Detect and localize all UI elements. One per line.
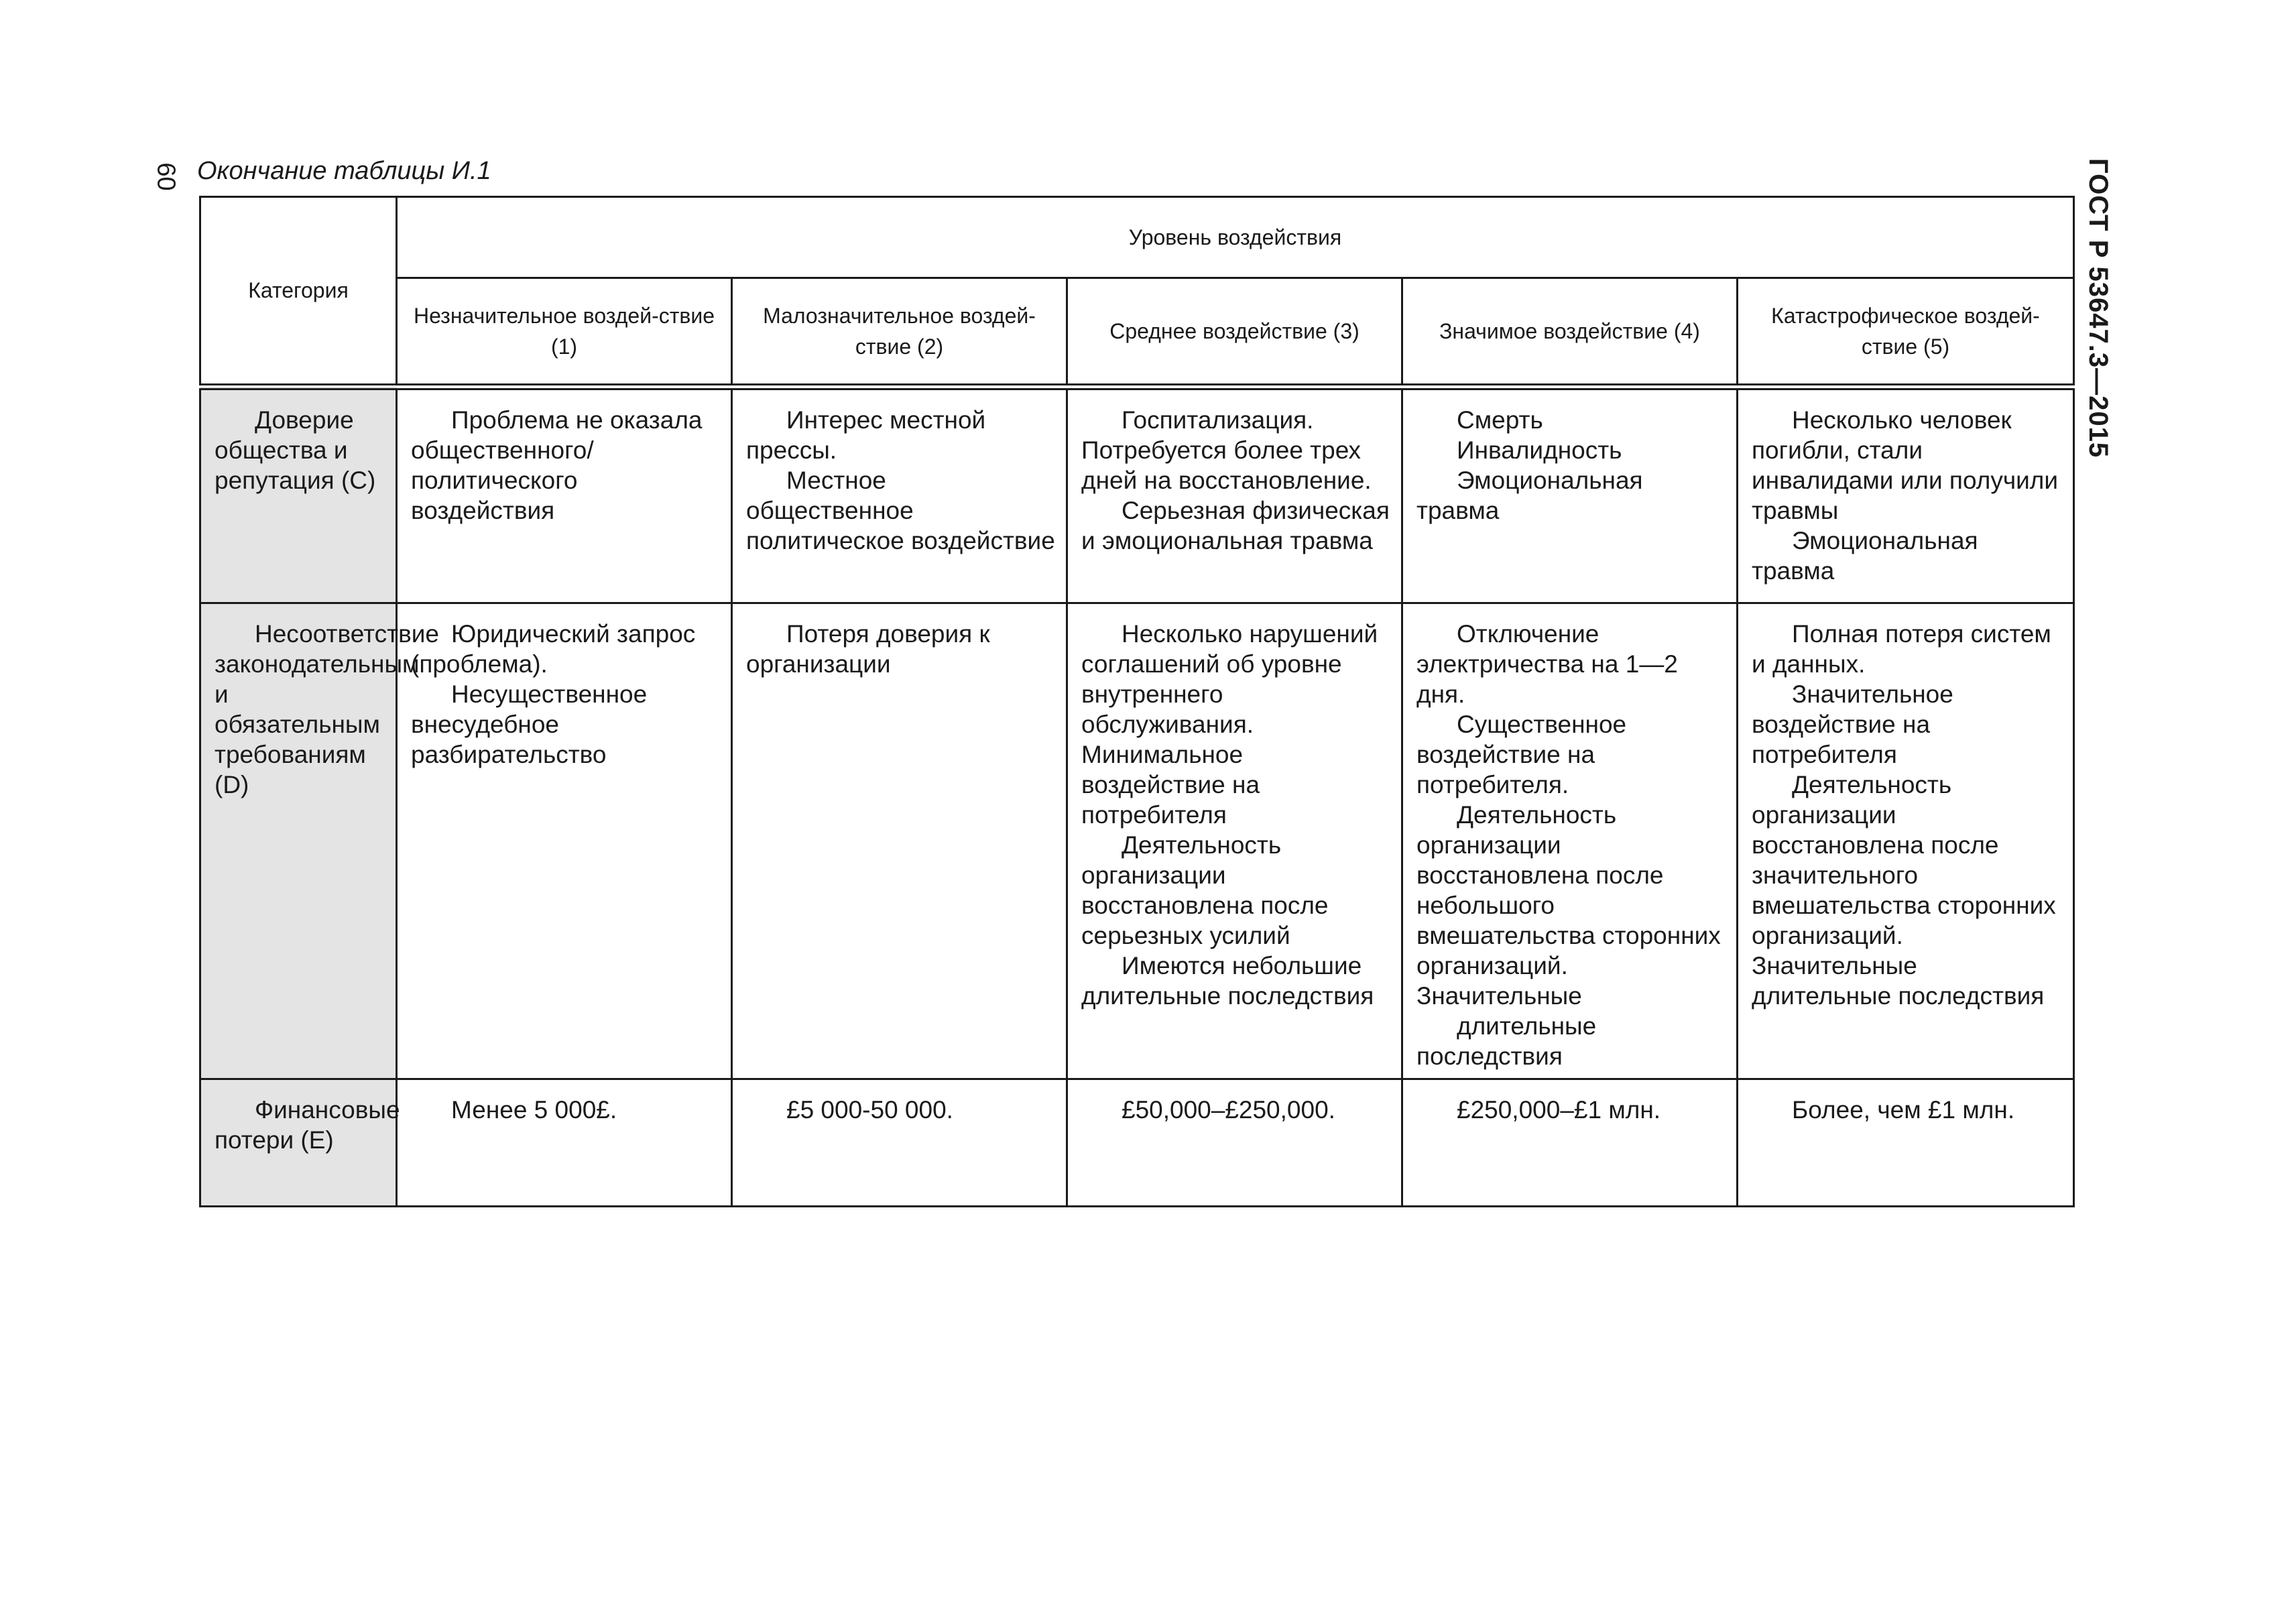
cell-paragraph: Отключение электричества на 1—2 дня. [1416, 620, 1678, 708]
table-cell [397, 1079, 732, 1207]
cell-paragraph: Несущественное внесудебное разбирательство [411, 680, 648, 768]
cell-paragraph: Интерес местной прессы. [746, 406, 986, 464]
cell-paragraph: Эмоциональная травма [1416, 466, 1643, 524]
table-cell [1067, 387, 1402, 603]
cell-paragraph: Смерть [1457, 406, 1543, 434]
cell-paragraph: длительные последствия [1416, 1012, 1597, 1070]
header-level-4: Значимое воздействие (4) [1402, 278, 1738, 387]
cell-paragraph: Несколько человек погибли, стали инвалидами или получили травмы [1752, 406, 2059, 524]
cell-paragraph: Местное общественное политическое воздействие [746, 466, 1055, 554]
header-level-2: Малозначительное воздей-ствие (2) [732, 278, 1067, 387]
table-cell [1402, 1079, 1738, 1207]
cell-paragraph: Юридический запрос (проблема). [411, 620, 696, 678]
cell-paragraph: Инвалидность [1457, 436, 1622, 464]
table-cell [1067, 603, 1402, 1079]
cell-paragraph: £50,000–£250,000. [1122, 1096, 1335, 1124]
cell-paragraph: £5 000-50 000. [786, 1096, 953, 1124]
impact-level-table [199, 196, 2075, 1207]
table-row [200, 603, 2074, 1079]
header-impact-level: Уровень воздействия [397, 197, 2074, 278]
table-row [200, 1079, 2074, 1207]
table-cell [397, 387, 732, 603]
table-cell [1738, 1079, 2074, 1207]
cell-paragraph: Значительное воздействие на потребителя [1752, 680, 1953, 768]
cell-paragraph: Деятельность организации восстановлена после значительного вмешательства сторонних организаций. Значительные длительные последствия [1752, 771, 2056, 1010]
table-row [200, 387, 2074, 603]
table-cell [1067, 1079, 1402, 1207]
table-cell [1402, 603, 1738, 1079]
page-number: 60 [152, 162, 180, 191]
cell-paragraph: Потеря доверия к организации [746, 620, 990, 678]
row-category-cell [200, 1079, 400, 1207]
cell-paragraph: Деятельность организации восстановлена после небольшого вмешательства сторонних организаций. Значительные [1416, 801, 1721, 1010]
row-category: Доверие общества и репутация (С) [215, 406, 376, 494]
table-cell [732, 1079, 1067, 1207]
cell-paragraph: Деятельность организации восстановлена после серьезных усилий [1081, 831, 1329, 949]
table-cell [732, 387, 1067, 603]
table-cell [1738, 387, 2074, 603]
cell-paragraph: £250,000–£1 млн. [1457, 1096, 1661, 1124]
table-cell [397, 603, 732, 1079]
cell-paragraph: Менее 5 000£. [451, 1096, 617, 1124]
cell-paragraph: Проблема не оказала общественного/политического воздействия [411, 406, 703, 524]
cell-paragraph: Несколько нарушений соглашений об уровне внутреннего обслуживания. Минимальное воздействие на потребителя [1081, 620, 1378, 829]
table-cell [732, 603, 1067, 1079]
cell-paragraph: Полная потеря систем и данных. [1752, 620, 2051, 678]
cell-paragraph: Имеются небольшие длительные последствия [1081, 952, 1374, 1010]
cell-paragraph: Существенное воздействие на потребителя. [1416, 711, 1627, 798]
document-code: ГОСТ Р 53647.3—2015 [2083, 158, 2113, 459]
row-category-cell [200, 603, 439, 1079]
header-level-5: Катастрофическое воздей-ствие (5) [1738, 278, 2074, 387]
cell-paragraph: Более, чем £1 млн. [1792, 1096, 2015, 1124]
cell-paragraph: Госпитализация. Потребуется более трех дней на восстановление. [1081, 406, 1372, 494]
table-cell [1402, 387, 1738, 603]
cell-paragraph: Эмоциональная травма [1752, 526, 1978, 585]
row-category-cell [200, 387, 397, 603]
header-level-1: Незначительное воздей-ствие (1) [397, 278, 732, 387]
header-category: Категория [200, 197, 397, 387]
header-level-3: Среднее воздействие (3) [1067, 278, 1402, 387]
cell-paragraph: Серьезная физическая и эмоциональная травма [1081, 496, 1390, 554]
table-caption: Окончание таблицы И.1 [197, 157, 491, 185]
table-cell [1738, 603, 2074, 1079]
row-category: Несоответствие законодательным и обязательным требованиям (D) [215, 620, 439, 798]
row-category: Финансовые потери (Е) [215, 1096, 400, 1154]
